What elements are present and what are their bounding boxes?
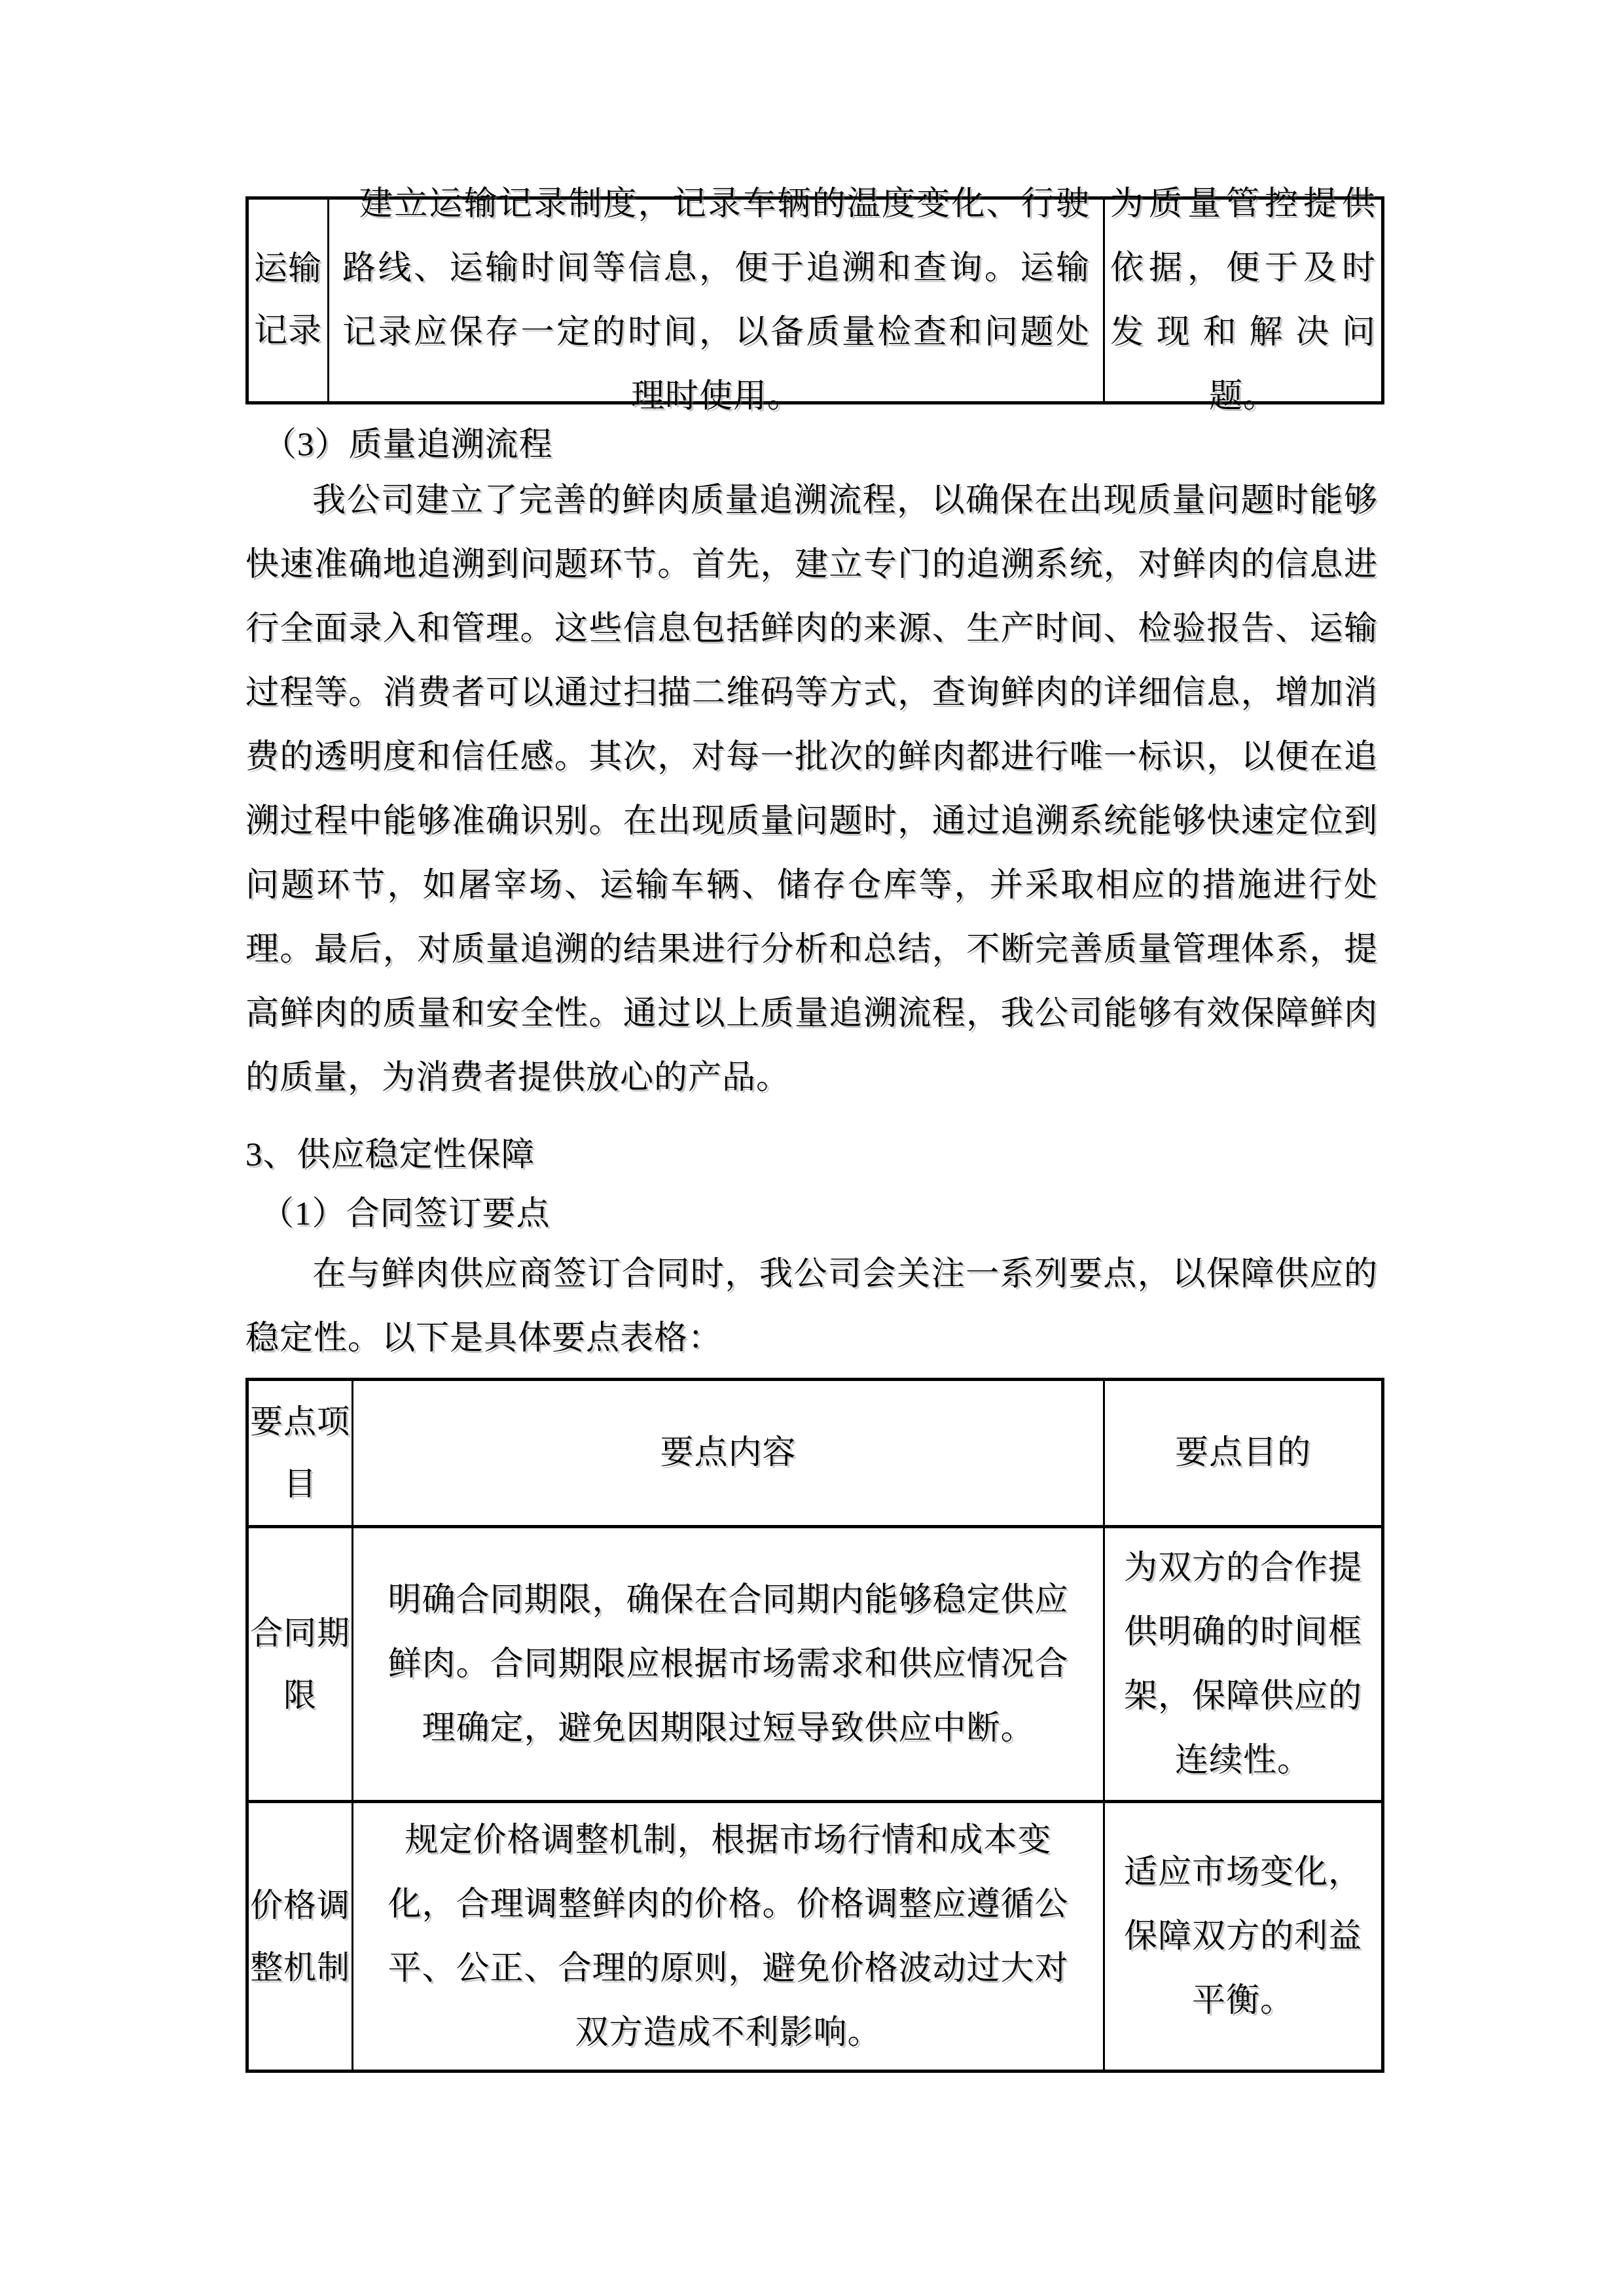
table-row-contract-term <box>249 1525 1381 1800</box>
header-purpose-cell <box>1103 1381 1381 1525</box>
header-item-label: 要点项目 <box>250 1403 350 1502</box>
heading-contract-points: （1）合同签订要点 <box>261 1196 550 1232</box>
header-content-cell <box>352 1381 1103 1525</box>
price-adjustment-content-text: 规定价格调整机制，根据市场行情和成本变化，合理调整鲜肉的价格。价格调整应遵循公平、公正、合理的原则，避免价格波动过大对双方造成不利影响。 <box>388 1821 1069 2051</box>
heading-supply-stability: 3、供应稳定性保障 <box>245 1137 535 1174</box>
heading-quality-trace: （3）质量追溯流程 <box>263 427 553 463</box>
price-adjustment-item-label: 价格调整机制 <box>250 1886 350 1986</box>
contract-term-purpose-cell <box>1103 1528 1381 1800</box>
price-adjustment-purpose-cell <box>1103 1803 1381 2070</box>
transport-table-content-cell <box>327 186 1103 415</box>
table-row-price-adjustment <box>249 1800 1381 2070</box>
contract-term-item-cell <box>249 1528 352 1800</box>
transport-table-item-cell <box>249 200 327 401</box>
transport-table-purpose-cell <box>1103 186 1381 415</box>
contract-term-item-label: 合同期限 <box>250 1614 350 1713</box>
transport-item-label: 运输记录 <box>253 251 322 350</box>
header-content-label: 要点内容 <box>660 1435 797 1471</box>
contract-term-content-cell <box>352 1528 1103 1800</box>
price-adjustment-item-cell <box>249 1803 352 2070</box>
header-item-cell <box>249 1381 352 1525</box>
paragraph-quality-trace: 我公司建立了完善的鲜肉质量追溯流程，以确保在出现质量问题时能够快速准确地追溯到问题环节。首先，建立专门的追溯系统，对鲜肉的信息进行全面录入和管理。这些信息包括鲜肉的来源、生产时间、检验报告、运输过程等。消费者可以通过扫描二维码等方式，查询鲜肉的详细信息，增加消费的透明度和信任感。其次，对每一批次的鲜肉都进行唯一标识，以便在追溯过程中能够准确识别。在出现质量问题时，通过追溯系统能够快速定位到问题环节，如屠宰场、运输车辆、储存仓库等，并采取相应的措施进行处理。最后，对质量追溯的结果进行分析和总结，不断完善质量管理体系，提高鲜肉的质量和安全性。通过以上质量追溯流程，我公司能够有效保障鲜肉的质量，为消费者提供放心的产品。 <box>245 482 1378 1096</box>
transport-content-text: 建立运输记录制度，记录车辆的温度变化、行驶路线、运输时间等信息，便于追溯和查询。运输记录应保存一定的时间，以备质量检查和问题处理时使用。 <box>342 186 1090 415</box>
transport-purpose-text: 为质量管控提供依据，便于及时发现和解决问题。 <box>1110 186 1376 415</box>
header-purpose-label: 要点目的 <box>1174 1435 1311 1471</box>
price-adjustment-purpose-text: 适应市场变化，保障双方的利益平衡。 <box>1123 1854 1362 2019</box>
contract-points-table <box>245 1378 1384 2073</box>
paragraph-contract-points: 在与鲜肉供应商签订合同时，我公司会关注一系列要点，以保障供应的稳定性。以下是具体要点表格： <box>245 1256 1378 1357</box>
transport-record-table <box>245 186 1384 415</box>
contract-table-header-row <box>249 1381 1381 1525</box>
contract-term-content-text: 明确合同期限，确保在合同期内能够稳定供应鲜肉。合同期限应根据市场需求和供应情况合理确定，避免因期限过短导致供应中断。 <box>388 1581 1069 1747</box>
contract-term-purpose-text: 为双方的合作提供明确的时间框架，保障供应的连续性。 <box>1123 1549 1362 1779</box>
price-adjustment-content-cell <box>352 1803 1103 2070</box>
